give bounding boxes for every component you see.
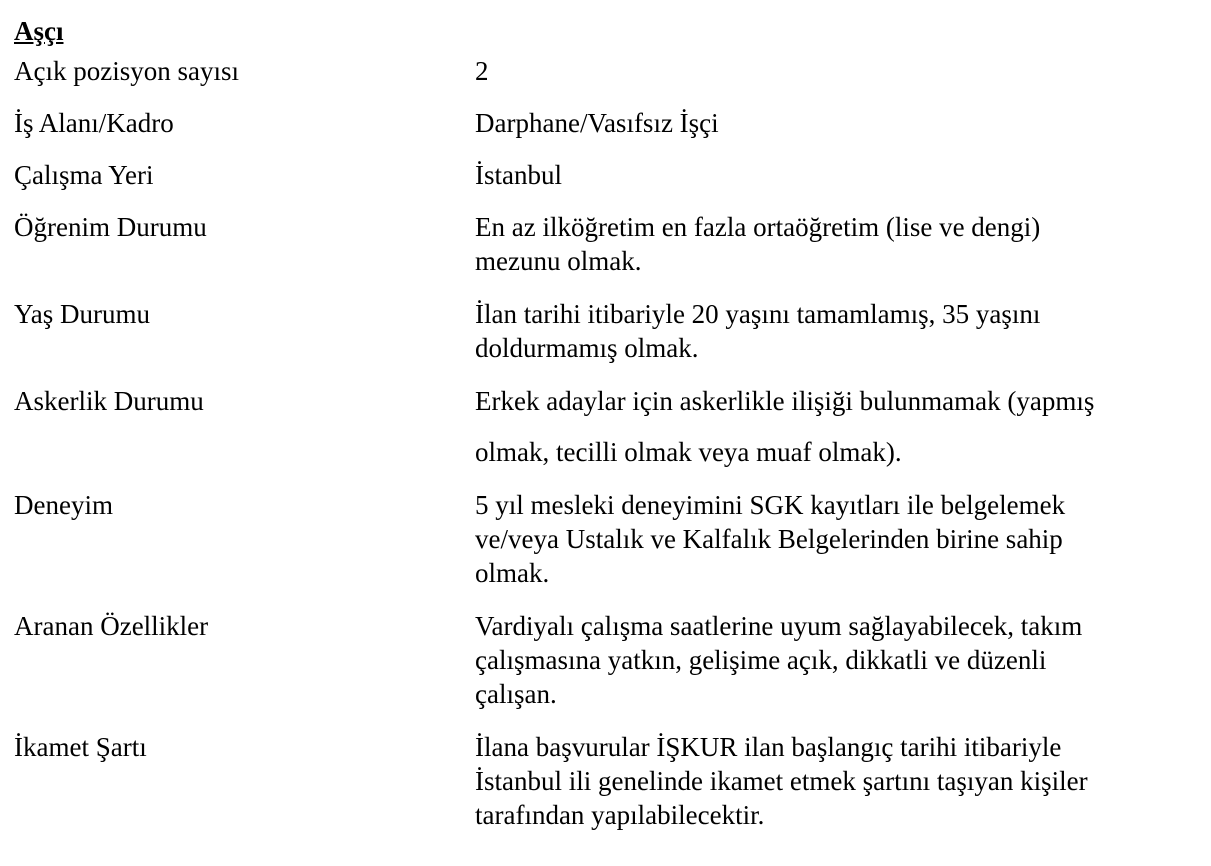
row-education: [14, 210, 1211, 297]
value-line: doldurmamış olmak.: [475, 333, 699, 363]
row-value: [475, 488, 1205, 609]
row-label: Aranan Özellikler: [14, 611, 209, 641]
value-line: En az ilköğretim en fazla ortaöğretim (lise ve dengi): [475, 212, 1041, 242]
value-line: olmak.: [475, 558, 550, 588]
row-military-status: [14, 384, 1211, 488]
row-label: Öğrenim Durumu: [14, 212, 207, 242]
row-value: [475, 384, 1205, 488]
row-required-qualities: [14, 609, 1211, 730]
row-value: [475, 297, 1205, 384]
value-line: İstanbul ili genelinde ikamet etmek şartını taşıyan kişiler: [475, 766, 1088, 796]
value-line: İlana başvurular İŞKUR ilan başlangıç tarihi itibariyle: [475, 732, 1062, 762]
row-value: [475, 609, 1205, 730]
row-value: [475, 158, 1205, 210]
row-residence-requirement: [14, 730, 1211, 834]
row-experience: [14, 488, 1211, 609]
row-label: Açık pozisyon sayısı: [14, 56, 239, 86]
row-age: [14, 297, 1211, 384]
value-line: 2: [475, 56, 489, 86]
value-line: İstanbul: [475, 160, 562, 190]
row-label: Deneyim: [14, 490, 113, 520]
value-line: olmak, tecilli olmak veya muaf olmak).: [475, 437, 902, 467]
row-value: [475, 210, 1205, 297]
row-work-location: [14, 158, 1211, 210]
value-line: çalışmasına yatkın, gelişime açık, dikkatli ve düzenli: [475, 645, 1047, 675]
row-work-area: [14, 106, 1211, 158]
value-line: Darphane/Vasıfsız İşçi: [475, 108, 719, 138]
row-label: Yaş Durumu: [14, 299, 151, 329]
row-value: [475, 106, 1205, 158]
value-line: mezunu olmak.: [475, 246, 642, 276]
row-open-positions: [14, 54, 1211, 106]
value-line: Vardiyalı çalışma saatlerine uyum sağlayabilecek, takım: [475, 611, 1083, 641]
row-value: [475, 730, 1205, 834]
value-line: İlan tarihi itibariyle 20 yaşını tamamlamış, 35 yaşını: [475, 299, 1041, 329]
job-title: Aşçı: [14, 16, 64, 46]
row-label: Askerlik Durumu: [14, 386, 204, 416]
row-label: İkamet Şartı: [14, 732, 147, 762]
value-line: Erkek adaylar için askerlikle ilişiği bulunmamak (yapmış: [475, 386, 1095, 416]
row-label: Çalışma Yeri: [14, 160, 154, 190]
value-line: 5 yıl mesleki deneyimini SGK kayıtları ile belgelemek: [475, 490, 1066, 520]
value-line: çalışan.: [475, 679, 557, 709]
value-line: ve/veya Ustalık ve Kalfalık Belgelerinden birine sahip: [475, 524, 1063, 554]
row-label: İş Alanı/Kadro: [14, 108, 174, 138]
value-line: tarafından yapılabilecektir.: [475, 800, 765, 830]
row-value: [475, 54, 1205, 106]
